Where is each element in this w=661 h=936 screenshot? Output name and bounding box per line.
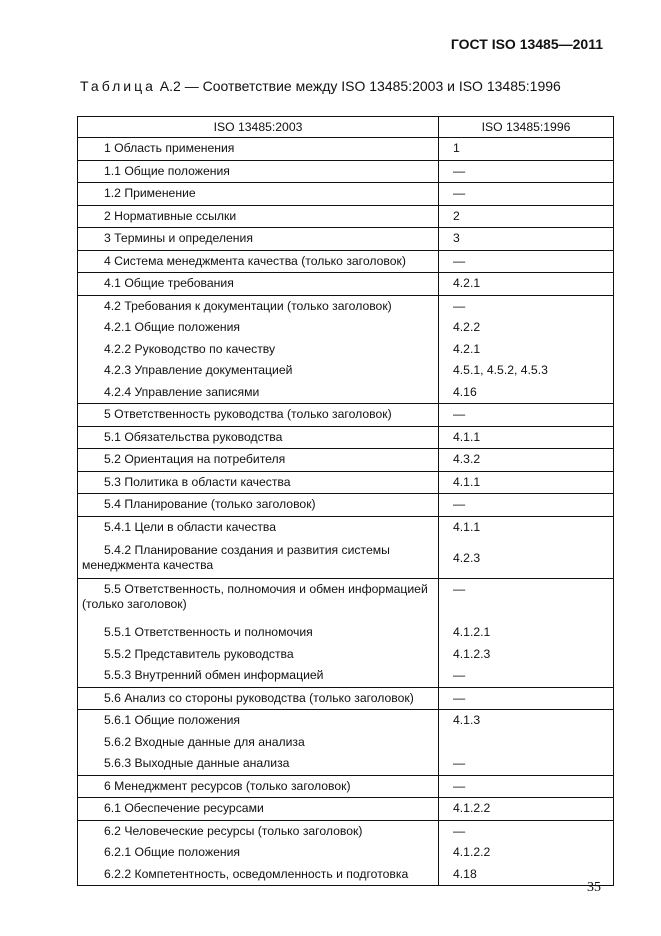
clause-1996: 4.1.1: [439, 426, 614, 449]
clause-1996: 4.1.3: [439, 710, 614, 732]
clause-1996: 4.18: [439, 864, 614, 886]
clause-1996: —: [439, 494, 614, 517]
clause-2003: 5.1 Обязательства руководства: [78, 426, 439, 449]
clause-2003: 4.2.3 Управление документацией: [78, 360, 439, 382]
table-row: [78, 538, 614, 579]
table-row: [78, 160, 614, 183]
table-row: [78, 426, 614, 449]
clause-2003: 1 Область применения: [78, 138, 439, 161]
table-row: [78, 644, 614, 666]
clause-1996: —: [439, 820, 614, 842]
clause-2003: 4.2.4 Управление записями: [78, 382, 439, 404]
clause-1996: 4.1.2.3: [439, 644, 614, 666]
clause-2003-line2: менеджмента качества: [82, 558, 214, 572]
clause-2003: 4.2 Требования к документации (только заголовок): [78, 295, 439, 317]
table-row: [78, 250, 614, 273]
table-row: [78, 864, 614, 886]
clause-1996: [439, 732, 614, 754]
clause-2003: 6.2 Человеческие ресурсы (только заголовок): [78, 820, 439, 842]
caption-prefix: Таблица: [80, 78, 156, 94]
table-row: [78, 228, 614, 251]
clause-1996: —: [439, 183, 614, 206]
clause-2003: 4 Система менеджмента качества (только заголовок): [78, 250, 439, 273]
clause-1996: 4.2.1: [439, 339, 614, 361]
table-row: [78, 273, 614, 296]
clause-1996: 4.16: [439, 382, 614, 404]
clause-2003: 5.6.1 Общие положения: [78, 710, 439, 732]
column-header-1996: ISO 13485:1996: [439, 117, 614, 138]
clause-1996: 4.2.3: [439, 538, 614, 579]
clause-1996: 4.1.1: [439, 471, 614, 494]
clause-2003: 1.2 Применение: [78, 183, 439, 206]
caption-title: А.2 — Соответствие между ISO 13485:2003 и ISO 13485:1996: [155, 78, 561, 94]
clause-1996: 4.1.2.1: [439, 622, 614, 644]
clause-2003: 5.5.2 Представитель руководства: [78, 644, 439, 666]
clause-2003: 6.2.2 Компетентность, осведомленность и подготовка: [78, 864, 439, 886]
clause-1996: —: [439, 687, 614, 710]
clause-2003: 5.2 Ориентация на потребителя: [78, 449, 439, 472]
table-row: [78, 471, 614, 494]
clause-2003: 6 Менеджмент ресурсов (только заголовок): [78, 775, 439, 798]
clause-1996: 4.1.2.2: [439, 842, 614, 864]
clause-2003: 5.5.3 Внутренний обмен информацией: [78, 665, 439, 687]
clause-1996: —: [439, 579, 614, 623]
clause-2003: 5.6.3 Выходные данные анализа: [78, 753, 439, 775]
table-row: [78, 183, 614, 206]
table-caption: [80, 78, 561, 94]
column-header-2003: ISO 13485:2003: [78, 117, 439, 138]
clause-2003: 4.2.2 Руководство по качеству: [78, 339, 439, 361]
table-row: [78, 710, 614, 732]
table-row: [78, 138, 614, 161]
clause-2003: 4.1 Общие требования: [78, 273, 439, 296]
table-row: [78, 732, 614, 754]
clause-2003: 4.2.1 Общие положения: [78, 317, 439, 339]
clause-2003: 5.3 Политика в области качества: [78, 471, 439, 494]
clause-1996: —: [439, 160, 614, 183]
clause-1996: —: [439, 753, 614, 775]
clause-2003: 3 Термины и определения: [78, 228, 439, 251]
table-row: [78, 775, 614, 798]
clause-1996: —: [439, 295, 614, 317]
clause-2003: 5.6.2 Входные данные для анализа: [78, 732, 439, 754]
table-row: [78, 798, 614, 821]
table-row: [78, 382, 614, 404]
clause-2003: 5.4 Планирование (только заголовок): [78, 494, 439, 517]
table-header-row: [78, 117, 614, 138]
table-row: [78, 842, 614, 864]
table-row: [78, 753, 614, 775]
clause-2003: 1.1 Общие положения: [78, 160, 439, 183]
clause-1996: —: [439, 665, 614, 687]
correspondence-table: [77, 116, 614, 886]
table-row: [78, 820, 614, 842]
clause-2003-line1: 5.4.2 Планирование создания и развития системы: [104, 543, 390, 557]
table-row: [78, 449, 614, 472]
clause-1996: 4.2.1: [439, 273, 614, 296]
page-number: 35: [587, 880, 601, 895]
clause-1996: —: [439, 775, 614, 798]
clause-1996: 4.1.1: [439, 516, 614, 538]
clause-2003: 5.6 Анализ со стороны руководства (только заголовок): [78, 687, 439, 710]
clause-1996: 2: [439, 205, 614, 228]
table-row: [78, 579, 614, 623]
clause-1996: 1: [439, 138, 614, 161]
clause-2003: 5.4.1 Цели в области качества: [78, 516, 439, 538]
clause-2003: [78, 538, 439, 579]
clause-1996: 4.2.2: [439, 317, 614, 339]
table-row: [78, 516, 614, 538]
document-header: ГОСТ ISO 13485—2011: [450, 36, 603, 52]
table-row: [78, 622, 614, 644]
table-row: [78, 295, 614, 317]
clause-2003: 5.5 Ответственность, полномочия и обмен информацией (только заголовок): [78, 579, 439, 623]
clause-1996: —: [439, 250, 614, 273]
clause-2003: 5 Ответственность руководства (только заголовок): [78, 404, 439, 427]
clause-1996: 4.5.1, 4.5.2, 4.5.3: [439, 360, 614, 382]
table-row: [78, 404, 614, 427]
table-row: [78, 339, 614, 361]
clause-2003: 2 Нормативные ссылки: [78, 205, 439, 228]
table-row: [78, 494, 614, 517]
clause-2003: 6.2.1 Общие положения: [78, 842, 439, 864]
clause-2003: 5.5.1 Ответственность и полномочия: [78, 622, 439, 644]
table-row: [78, 687, 614, 710]
table-row: [78, 317, 614, 339]
table-row: [78, 205, 614, 228]
clause-1996: 4.3.2: [439, 449, 614, 472]
table-row: [78, 665, 614, 687]
clause-1996: —: [439, 404, 614, 427]
table-row: [78, 360, 614, 382]
clause-1996: 3: [439, 228, 614, 251]
clause-2003: 6.1 Обеспечение ресурсами: [78, 798, 439, 821]
clause-1996: 4.1.2.2: [439, 798, 614, 821]
